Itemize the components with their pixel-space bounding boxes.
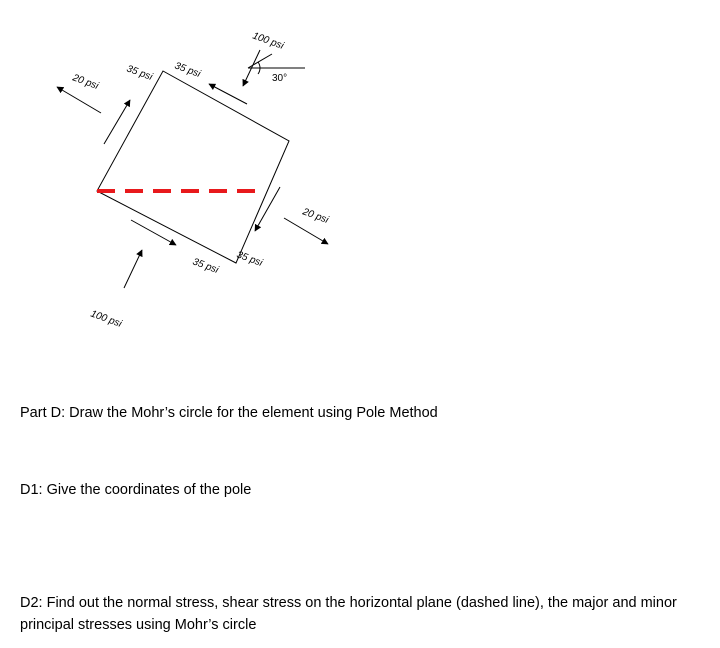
label-20-psi-left: 20 psi [70, 72, 100, 92]
d2-question [20, 592, 677, 636]
shear-bottom-face-arrow [131, 220, 176, 245]
label-35-psi-bottom-right: 35 psi [234, 249, 264, 269]
angle-label: 30° [272, 73, 288, 84]
label-35-psi-top-right: 35 psi [172, 60, 202, 80]
label-100-psi-top: 100 psi [250, 30, 286, 52]
d1-question: D1: Give the coordinates of the pole [20, 482, 252, 498]
label-100-psi-bottom: 100 psi [88, 308, 124, 330]
d2-question-line-1: D2: Find out the normal stress, shear stress on the horizontal plane (dashed line), the major and minor [20, 595, 677, 611]
label-35-psi-top-left: 35 psi [124, 63, 154, 83]
shear-right-face-arrow [255, 187, 280, 231]
shear-top-face-arrow [209, 84, 247, 104]
stress-element [97, 71, 289, 263]
normal-100-bottom-arrow [124, 250, 142, 288]
label-35-psi-bottom-left: 35 psi [190, 256, 220, 276]
d2-question-line-2: principal stresses using Mohr’s circle [20, 617, 257, 633]
label-20-psi-right: 20 psi [300, 206, 330, 226]
part-d-question: Part D: Draw the Mohr’s circle for the element using Pole Method [20, 405, 438, 421]
